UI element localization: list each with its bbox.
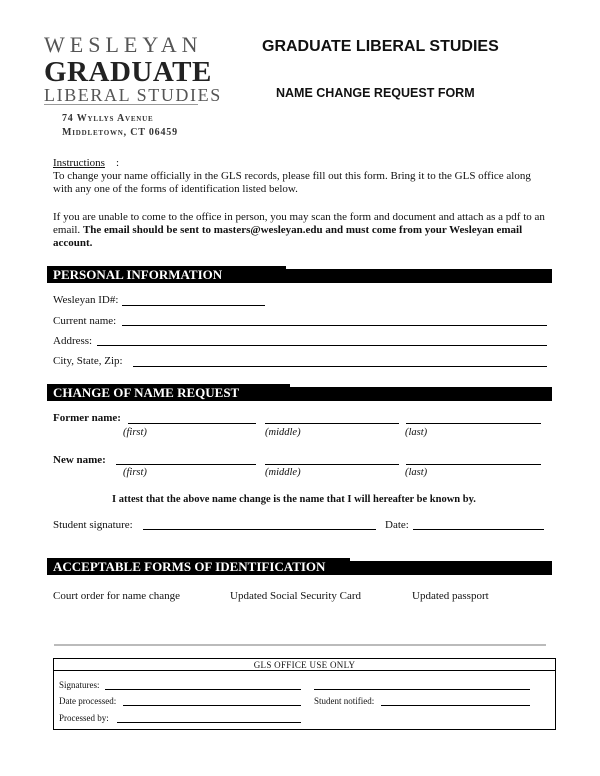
instructions-email-text: If you are unable to come to the office in person, you may scan the form and document and attach as a pdf to an email.	[53, 211, 545, 236]
logo-wesleyan: WESLEYAN	[44, 32, 203, 57]
identification-heading-notch	[350, 558, 552, 561]
instructions-paragraph-2	[53, 211, 553, 250]
office-use-heading: GLS OFFICE USE ONLY	[253, 660, 356, 670]
student-notified-field[interactable]	[381, 705, 530, 706]
city-state-zip-label: City, State, Zip:	[53, 355, 123, 367]
id-passport: Updated passport	[412, 590, 489, 602]
student-notified-label: Student notified:	[314, 696, 375, 706]
former-first-field[interactable]	[128, 423, 256, 424]
new-first-caption: (first)	[123, 467, 147, 478]
processed-by-field[interactable]	[117, 722, 301, 723]
date-processed-field[interactable]	[123, 705, 301, 706]
student-signature-field[interactable]	[143, 529, 376, 530]
instructions-heading: Instructions	[53, 157, 105, 169]
office-signature-1-field[interactable]	[105, 689, 301, 690]
office-signatures-label: Signatures:	[59, 680, 100, 690]
attestation-statement: I attest that the above name change is the name that I will hereafter be known by.	[112, 494, 476, 505]
form-title: NAME CHANGE REQUEST FORM	[276, 86, 475, 100]
instructions-paragraph-1: To change your name officially in the GLS records, please fill out this form. Bring it to the GLS office along with any one of the forms of identification listed below.	[53, 170, 531, 195]
instructions-email-requirement: The email should be sent to masters@wesleyan.edu and must come from your Wesleyan email account.	[53, 224, 523, 249]
city-state-zip-field[interactable]	[133, 366, 547, 367]
processed-by-label: Processed by:	[59, 713, 109, 723]
change-of-name-heading: CHANGE OF NAME REQUEST	[47, 384, 552, 401]
logo-graduate: GRADUATE	[44, 56, 212, 88]
id-court-order: Court order for name change	[53, 590, 181, 602]
personal-info-heading: PERSONAL INFORMATION	[47, 266, 552, 283]
personal-heading-notch	[286, 266, 552, 269]
identification-heading: ACCEPTABLE FORMS OF IDENTIFICATION	[47, 558, 552, 575]
current-name-field[interactable]	[122, 325, 547, 326]
former-last-caption: (last)	[405, 427, 428, 438]
student-signature-label: Student signature:	[53, 519, 133, 531]
instructions-colon: :	[116, 157, 120, 169]
date-processed-label: Date processed:	[59, 696, 117, 706]
logo-divider	[44, 104, 198, 105]
former-last-field[interactable]	[406, 423, 541, 424]
wesleyan-id-label: Wesleyan ID#:	[53, 294, 119, 306]
address-label: Address:	[53, 335, 93, 347]
wesleyan-id-field[interactable]	[122, 305, 265, 306]
new-first-field[interactable]	[116, 464, 256, 465]
section-divider	[54, 644, 546, 646]
page-title: GRADUATE LIBERAL STUDIES	[262, 38, 499, 55]
id-social-security: Updated Social Security Card	[230, 590, 362, 602]
new-middle-caption: (middle)	[265, 467, 301, 478]
change-heading-notch	[290, 384, 552, 387]
logo-liberal-studies: LIBERAL STUDIES	[44, 85, 222, 105]
new-last-caption: (last)	[405, 467, 428, 478]
address-field[interactable]	[97, 345, 547, 346]
former-name-label: Former name:	[53, 412, 121, 424]
new-name-label: New name:	[53, 454, 106, 466]
current-name-label: Current name:	[53, 315, 117, 327]
former-first-caption: (first)	[123, 427, 147, 438]
address-street: 74 Wyllys Avenue	[62, 113, 154, 124]
former-middle-caption: (middle)	[265, 427, 301, 438]
new-last-field[interactable]	[406, 464, 541, 465]
date-field[interactable]	[413, 529, 544, 530]
new-middle-field[interactable]	[265, 464, 399, 465]
date-label: Date:	[385, 519, 409, 531]
office-heading-rule	[54, 670, 555, 671]
office-signature-2-field[interactable]	[314, 689, 530, 690]
former-middle-field[interactable]	[265, 423, 399, 424]
address-city: Middletown, CT 06459	[62, 127, 178, 138]
